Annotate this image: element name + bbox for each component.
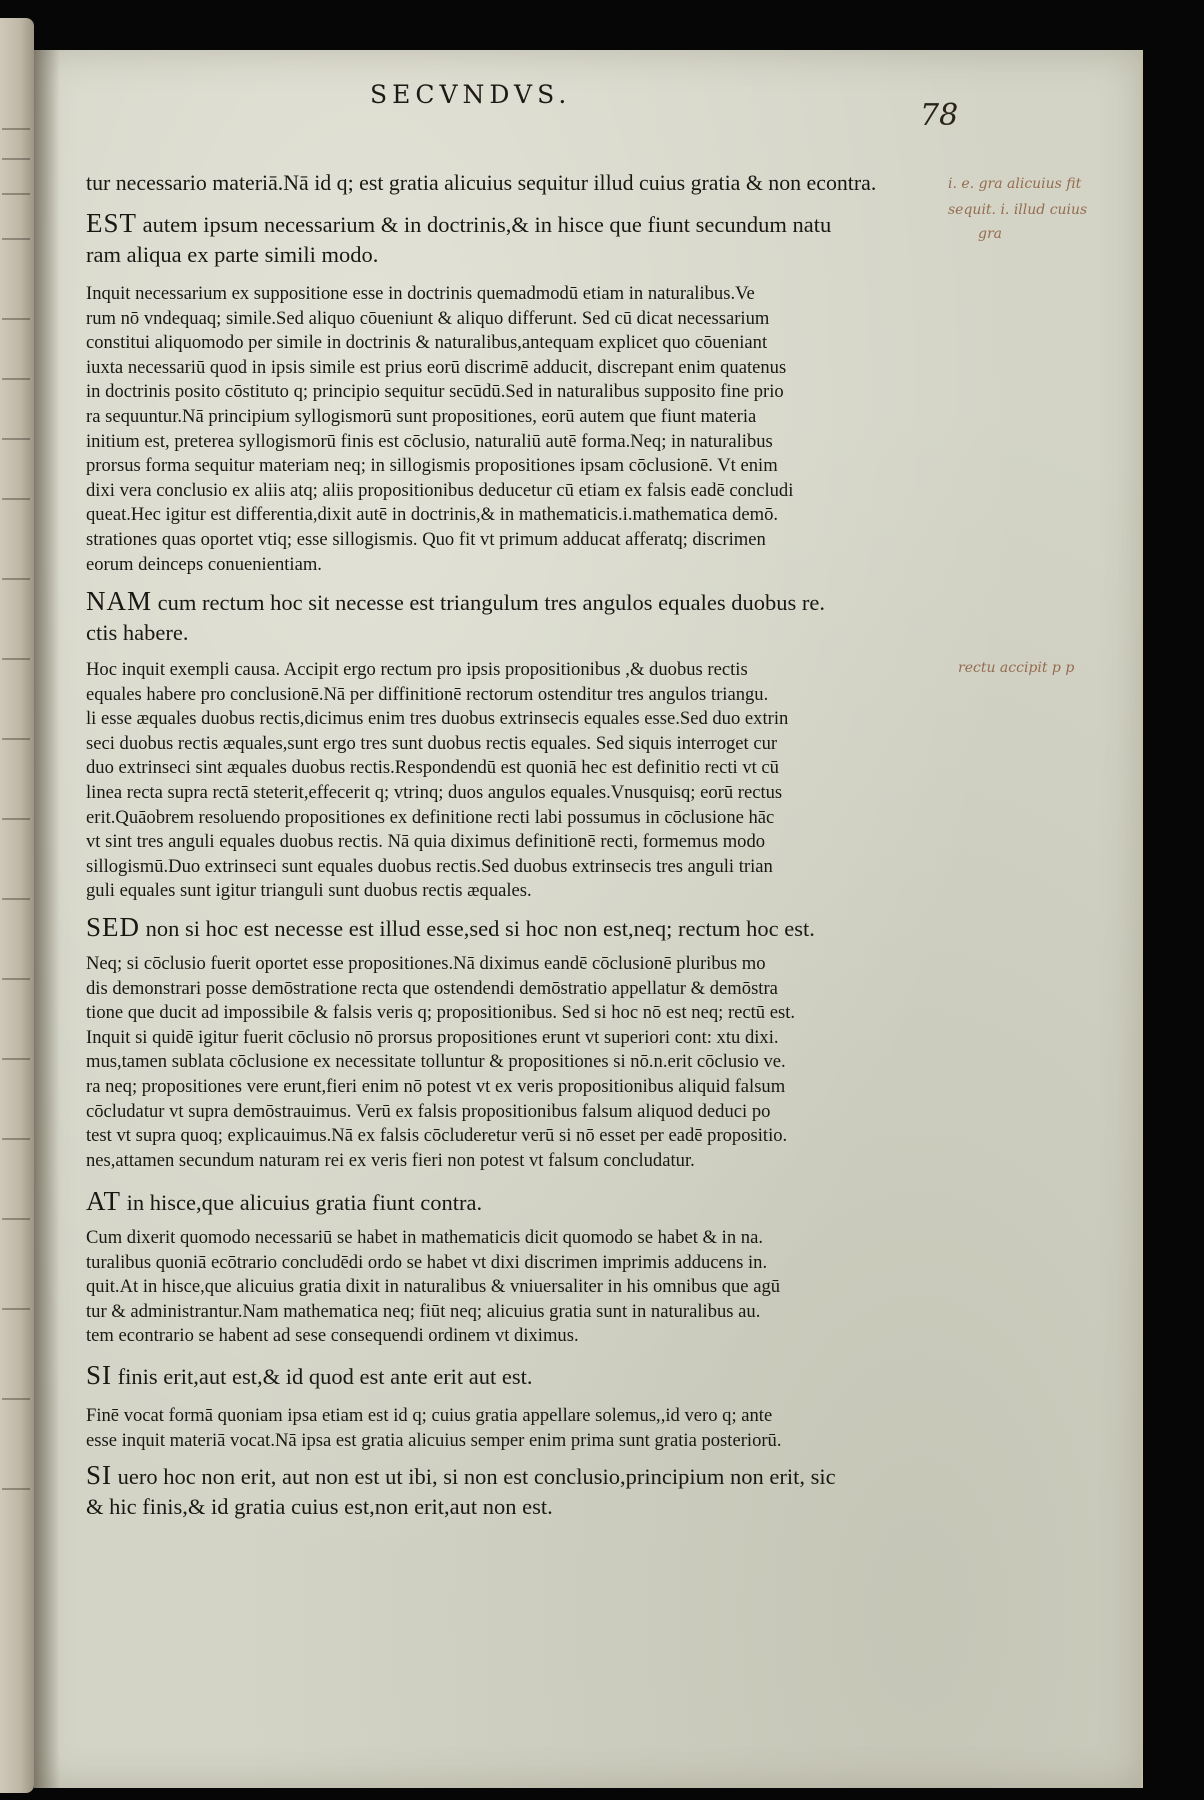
text-line: seci duobus rectis æquales,sunt ergo tres sunt duobus rectis equales. Sed siquis interroget cur (86, 732, 778, 754)
lemma-text-block (86, 208, 881, 270)
text-line: quit.At in hisce,que alicuius gratia dixit in naturalibus & vniuersaliter in his omnibus que agū (86, 1276, 781, 1298)
text-line: esse inquit materiā vocat.Nā ipsa est gratia alicuius semper enim prima sunt gratia posteriorū. (86, 1429, 782, 1451)
text-line: nes,attamen secundum naturam rei ex veris fieri non potest vt falsum concludatur. (86, 1149, 695, 1171)
text-line: strationes quas oportet vtiq; esse sillogismis. Quo fit vt primum adducat afferatq; discrimen (86, 528, 766, 550)
text-line: NAM cum rectum hoc sit necesse est triangulum tres angulos equales duobus re. (86, 586, 825, 616)
lemma-capitals: EST (86, 208, 138, 238)
text-line: & hic finis,& id gratia cuius est,non erit,aut non est. (86, 1494, 553, 1519)
lemma-text-block (86, 1460, 881, 1522)
text-line: tione que ducit ad impossibile & falsis veris q; propositionibus. Sed si hoc nō est neq; rectū est. (86, 1002, 796, 1024)
commentary-text-block (86, 282, 881, 577)
text-line: duo extrinseci sint æquales duobus rectis.Respondendū est quoniā hec est definitio recti vt cū (86, 757, 779, 779)
text-line: rum nō vndequaq; simile.Sed aliquo cōueniunt & aliquo differunt. Sed cū dicat necessarium (86, 307, 770, 329)
commentary-text-block (86, 1404, 881, 1453)
text-line: ra neq; propositiones vere erunt,fieri enim nō potest vt ex veris propositionibus aliquid falsum (86, 1075, 786, 1097)
text-line: Hoc inquit exempli causa. Accipit ergo rectum pro ipsis propositionibus ,& duobus rectis (86, 659, 748, 680)
running-header: SECVNDVS. (370, 80, 572, 109)
lemma-text-block (86, 586, 881, 648)
margin-note-2: sequit. i. illud cuius (948, 202, 1088, 218)
margin-note-4: rectu accipit p p (958, 660, 1075, 676)
text-line: tem econtrario se habent ad sese consequendi ordinem vt diximus. (86, 1325, 579, 1347)
margin-note-3: gra (978, 226, 1003, 242)
text-line: tur necessario materiā.Nā id q; est gratia alicuius sequitur illud cuius gratia & non econtra. (86, 171, 877, 195)
text-line: tur & administrantur.Nam mathematica neq; fiūt neq; alicuius gratia sunt in naturalibus au. (86, 1300, 761, 1322)
lemma-capitals: SI (86, 1360, 113, 1390)
lemma-text-block (86, 912, 881, 944)
text-line: in doctrinis posito cōstituto q; principio sequitur secūdū.Sed in naturalibus supposito fine prio (86, 381, 784, 403)
text-line: Inquit si quidē igitur fuerit cōclusio nō prorsus propositiones erunt vt superiori cont: xtu dixi. (86, 1026, 779, 1048)
text-line: test vt supra quoq; explicauimus.Nā ex falsis cōcluderetur verū si nō esset per eadē propositio. (86, 1125, 788, 1147)
lemma-capitals: SI (86, 1460, 113, 1490)
commentary-text-block (86, 1226, 881, 1349)
text-line: cōcludatur vt supra demōstrauimus. Verū ex falsis propositionibus falsum aliquod deduci po (86, 1100, 771, 1122)
text-line: initium est, preterea syllogismorū finis est cōclusio, naturaliū autē forma.Neq; in naturalibus (86, 430, 773, 452)
lemma-capitals: NAM (86, 586, 153, 616)
lemma-text-block (86, 1360, 881, 1392)
text-line: sillogismū.Duo extrinseci sunt equales duobus rectis.Sed duobus extrinsecis tres anguli trian (86, 855, 773, 877)
text-line: Finē vocat formā quoniam ipsa etiam est id q; cuius gratia appellare solemus,,id vero q; ante (86, 1405, 773, 1426)
text-line: linea recta supra rectā steterit,effecerit q; vtrinq; duos angulos equales.Vnusquisq; eorū rectus (86, 781, 783, 803)
page-gutter-shadow (34, 50, 60, 1788)
text-line: SI uero hoc non erit, aut non est ut ibi, si non est conclusio,principium non erit, sic (86, 1460, 836, 1490)
text-line: SED non si hoc est necesse est illud esse,sed si hoc non est,neq; rectum hoc est. (86, 912, 815, 942)
text-line: prorsus forma sequitur materiam neq; in sillogismis propositiones ipsam cōclusionē. Vt enim (86, 455, 778, 477)
text-line: guli equales sunt igitur trianguli sunt duobus rectis æquales. (86, 880, 532, 902)
text-line: constitui aliquomodo per simile in doctrinis & naturalibus,antequam explicet quo cōueniant (86, 332, 768, 354)
text-line: dis demonstrari posse demōstratione recta que ostendendi demōstratio appellatur & demōstra (86, 977, 778, 999)
text-line: queat.Hec igitur est differentia,dixit autē in doctrinis,& in mathematicis.i.mathematica demō. (86, 504, 779, 526)
text-line: Neq; si cōclusio fuerit oportet esse propositiones.Nā diximus eandē cōclusionē pluribus mo (86, 953, 766, 974)
text-line: AT in hisce,que alicuius gratia fiunt contra. (86, 1186, 483, 1216)
text-line: Inquit necessarium ex suppositione esse in doctrinis quemadmodū etiam in naturalibus.Ve (86, 283, 755, 304)
lemma-text-block (86, 168, 881, 198)
lemma-capitals: AT (86, 1186, 121, 1216)
text-line: li esse æquales duobus rectis,dicimus enim tres duobus extrinsecis equales esse.Sed duo extrin (86, 708, 789, 730)
text-line: EST autem ipsum necessarium & in doctrinis,& in hisce que fiunt secundum natu (86, 208, 832, 238)
text-line: erit.Quāobrem resoluendo propositiones ex definitione recti labi possumus in cōclusione hāc (86, 806, 775, 828)
adjacent-left-page (0, 18, 34, 1793)
text-line: dixi vera conclusio ex aliis atq; aliis propositionibus deducetur cū etiam ex falsis eadē concludi (86, 479, 794, 501)
text-line: eorum deinceps conuenientiam. (86, 553, 322, 575)
text-line: Cum dixerit quomodo necessariū se habet in mathematicis dicit quomodo se habet & in na. (86, 1227, 763, 1248)
text-line: SI finis erit,aut est,& id quod est ante erit aut est. (86, 1360, 533, 1390)
text-line: ctis habere. (86, 620, 189, 645)
text-line: iuxta necessariū quod in ipsis simile est prius eorū discrimē adducit, discrepant enim quatenus (86, 356, 787, 378)
commentary-text-block (86, 952, 881, 1173)
text-line: mus,tamen sublata cōclusione ex necessitate tolluntur & propositiones si nō.n.erit cōclusio ve. (86, 1051, 786, 1073)
text-line: equales habere pro conclusionē.Nā per diffinitionē rectorum ostenditur tres angulos triangu. (86, 683, 769, 705)
text-line: ram aliqua ex parte simili modo. (86, 242, 379, 267)
lemma-text-block (86, 1186, 881, 1218)
lemma-capitals: SED (86, 912, 141, 942)
text-line: ra sequuntur.Nā principium syllogismorū sunt propositiones, eorū autem que fiunt materia (86, 405, 757, 427)
folio-number: 78 (920, 98, 959, 133)
text-line: vt sint tres anguli equales duobus rectis. Nā quia diximus definitionē recti, formemus modo (86, 831, 766, 853)
text-line: turalibus quoniā ecōtrario concludēdi ordo se habet vt dixi discrimen imprimis adducens in. (86, 1251, 768, 1273)
commentary-text-block (86, 658, 881, 904)
margin-note-1: i. e. gra alicuius fit (948, 176, 1082, 192)
